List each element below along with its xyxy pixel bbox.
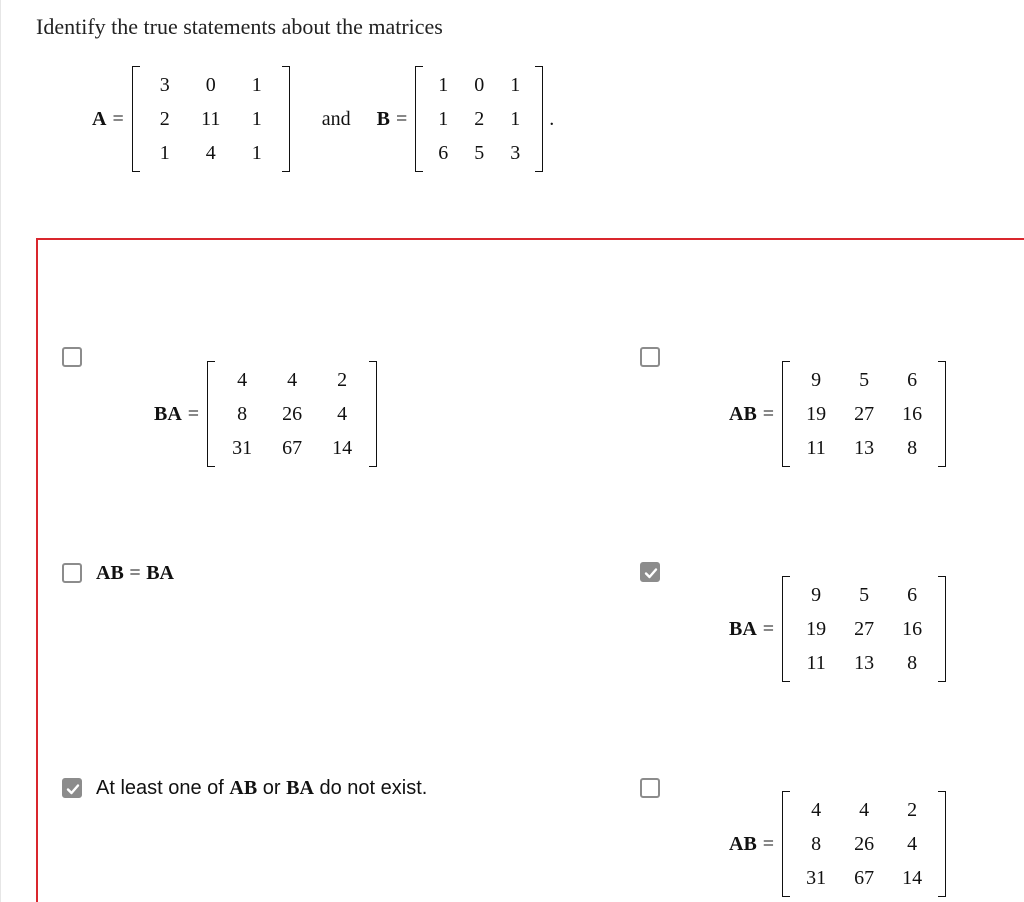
matrix-cell-r1-c2: 5 (859, 583, 870, 606)
matrix-cell-r2-c2: 26 (854, 832, 875, 855)
equals-sign: = (762, 832, 775, 855)
matrix-cell-r3-c3: 8 (907, 651, 918, 674)
matrix-a-label: A (92, 107, 107, 130)
matrix-cell-r3-c1: 6 (438, 141, 449, 164)
matrix-cell-r2-c1: 19 (806, 402, 827, 425)
option-6-math (729, 791, 946, 897)
option-5-ba: BA (286, 777, 314, 799)
question-text: Identify the true statements about the matrices (36, 14, 443, 39)
page-left-edge (0, 0, 1, 902)
matrix-a (132, 66, 290, 172)
matrix-cell-r2-c1: 19 (806, 617, 827, 640)
matrix-cell-r2-c2: 11 (201, 107, 221, 130)
option-2-checkbox[interactable] (640, 347, 660, 367)
matrix-cell-r1-c2: 0 (474, 73, 485, 96)
option-5-text (96, 777, 427, 800)
matrix-cell-r1-c1: 3 (159, 73, 170, 96)
matrix-cell-r3-c1: 31 (806, 866, 827, 889)
matrix-cell-r3-c1: 1 (159, 141, 170, 164)
option-5-checkbox[interactable] (62, 778, 82, 798)
matrix-cell-r3-c2: 13 (854, 436, 875, 459)
matrix-cell-r2-c1: 8 (237, 402, 248, 425)
period: . (549, 107, 555, 130)
option-6-matrix (782, 791, 946, 897)
matrix-cell-r3-c3: 1 (251, 141, 262, 164)
option-4-matrix (782, 576, 946, 682)
matrix-cell-r1-c1: 9 (811, 583, 822, 606)
matrix-cell-r2-c2: 27 (854, 617, 875, 640)
matrix-cell-r2-c3: 1 (510, 107, 521, 130)
option-4-checkbox[interactable] (640, 562, 660, 582)
matrix-cell-r1-c3: 2 (337, 368, 348, 391)
matrix-cell-r3-c2: 5 (474, 141, 485, 164)
given-matrices (92, 66, 554, 172)
matrix-cell-r1-c1: 9 (811, 368, 822, 391)
matrix-cell-r2-c2: 2 (474, 107, 485, 130)
option-1-label: BA (154, 402, 182, 425)
option-4-label: BA (729, 617, 757, 640)
equals-sign: = (762, 402, 775, 425)
equals-sign: = (762, 617, 775, 640)
matrix-cell-r3-c2: 67 (282, 436, 303, 459)
option-5-ab: AB (229, 777, 258, 799)
matrix-b (415, 66, 543, 172)
matrix-cell-r1-c2: 5 (859, 368, 870, 391)
matrix-cell-r2-c3: 1 (251, 107, 262, 130)
option-6-label: AB (729, 832, 757, 855)
matrix-cell-r1-c3: 6 (907, 368, 918, 391)
option-1-matrix (207, 361, 377, 467)
matrix-b-label: B (376, 107, 390, 130)
matrix-cell-r3-c3: 14 (902, 866, 923, 889)
matrix-cell-r2-c1: 2 (159, 107, 170, 130)
matrix-cell-r1-c2: 4 (859, 798, 870, 821)
matrix-cell-r2-c3: 16 (902, 617, 923, 640)
matrix-cell-r1-c1: 4 (237, 368, 248, 391)
checkmark-icon (65, 781, 81, 797)
and-text: and (321, 107, 351, 130)
equals-sign: = (187, 402, 200, 425)
checkmark-icon (643, 565, 659, 581)
option-3-ab: AB (96, 562, 124, 584)
matrix-cell-r1-c3: 2 (907, 798, 918, 821)
matrix-cell-r3-c1: 11 (806, 651, 826, 674)
matrix-cell-r3-c1: 31 (232, 436, 253, 459)
matrix-cell-r3-c3: 14 (332, 436, 353, 459)
matrix-cell-r2-c2: 27 (854, 402, 875, 425)
option-6-checkbox[interactable] (640, 778, 660, 798)
option-2-label: AB (729, 402, 757, 425)
matrix-cell-r1-c2: 0 (205, 73, 216, 96)
matrix-cell-r1-c1: 4 (811, 798, 822, 821)
matrix-cell-r1-c2: 4 (287, 368, 298, 391)
matrix-cell-r3-c2: 4 (205, 141, 216, 164)
option-3-ba: BA (146, 562, 174, 584)
option-2-math (729, 361, 946, 467)
matrix-cell-r2-c1: 8 (811, 832, 822, 855)
option-1-checkbox[interactable] (62, 347, 82, 367)
matrix-cell-r3-c3: 3 (510, 141, 521, 164)
matrix-cell-r2-c1: 1 (438, 107, 449, 130)
option-3-checkbox[interactable] (62, 563, 82, 583)
matrix-cell-r1-c3: 1 (251, 73, 262, 96)
option-5-text-part: At least one of (96, 777, 230, 799)
matrix-cell-r3-c1: 11 (806, 436, 826, 459)
option-2-matrix (782, 361, 946, 467)
matrix-cell-r3-c2: 67 (854, 866, 875, 889)
matrix-cell-r2-c2: 26 (282, 402, 303, 425)
matrix-cell-r2-c3: 4 (907, 832, 918, 855)
matrix-cell-r1-c1: 1 (438, 73, 449, 96)
option-4-math (729, 576, 946, 682)
option-3-text (96, 562, 174, 585)
option-5-text-part: do not exist. (313, 777, 428, 799)
matrix-cell-r3-c2: 13 (854, 651, 875, 674)
option-5-text-part: or (257, 777, 287, 799)
equals-sign: = (395, 107, 408, 130)
matrix-cell-r1-c3: 1 (510, 73, 521, 96)
matrix-cell-r3-c3: 8 (907, 436, 918, 459)
equals-sign: = (112, 107, 124, 130)
matrix-cell-r2-c3: 4 (337, 402, 348, 425)
option-1-math (154, 361, 377, 467)
option-3-equals: = (129, 562, 141, 584)
matrix-cell-r2-c3: 16 (902, 402, 923, 425)
matrix-cell-r1-c3: 6 (907, 583, 918, 606)
